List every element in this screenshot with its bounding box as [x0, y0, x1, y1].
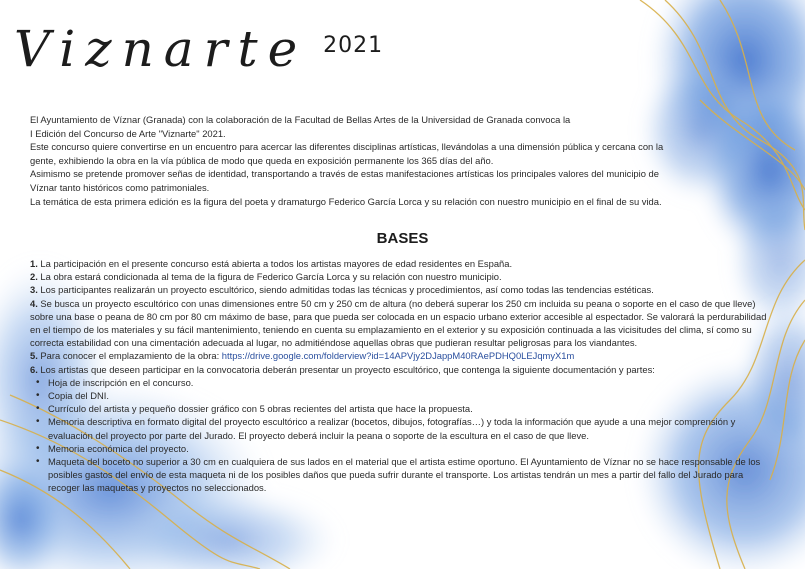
intro-text — [30, 113, 770, 208]
rule-number: 6. — [30, 363, 38, 375]
rule-number: 1. — [30, 258, 38, 269]
intro-line: El Ayuntamiento de Víznar (Granada) con la colaboración de la Facultad de Bellas Artes de la Universidad de Granada convoca la — [30, 114, 571, 125]
poster-title — [14, 8, 384, 78]
rule-item — [30, 349, 775, 362]
intro-line: La temática de esta primera edición es la figura del poeta y dramaturgo Federico García Lorca y su relación con nuestro municipio en el final de su vida. — [30, 195, 662, 207]
documents-list — [30, 376, 775, 495]
document-item: • Maqueta del boceto no superior a 30 cm en cualquiera de sus lados en el material que el artista estime oportuno. El Ayuntamiento de Víznar no se hace responsable de los posibles gastos del envío de esta maqueta ni de los posibles daños que pueda sufrir durante el transporte. Los artistas tendrán un mes a partir del fallo del Jurado para recoger las maquetas y proyectos no seleccionados. — [48, 455, 775, 495]
rule-text: La participación en el presente concurso está abierta a todos los artistas mayores de edad residentes en España. — [37, 258, 513, 269]
rule-item — [30, 363, 775, 376]
rule-number: 2. — [30, 271, 38, 283]
bases-heading: BASES — [376, 230, 429, 247]
intro-line: gente, exhibiendo la obra en la vía pública de modo que queda en exposición permanente los 365 días del año. — [30, 154, 494, 166]
rules-list — [30, 257, 775, 495]
document-item: • Memoria económica del proyecto. — [48, 442, 775, 455]
document-item: • Copia del DNI. — [48, 389, 775, 402]
intro-line: Este concurso quiere convertirse en un encuentro para acercar las diferentes disciplinas artísticas, llevándolas a una dimensión pública y cercana con la — [30, 141, 664, 153]
rule-text: Para conocer el emplazamiento de la obra: — [37, 350, 222, 362]
title-year: 2021 — [323, 33, 384, 58]
rule-item — [30, 297, 775, 350]
intro-line: Asimismo se pretende promover señas de identidad, transportando a través de estas manifestaciones artísticas los principales valores del municipio de — [30, 168, 659, 180]
title-script: Viznarte — [14, 20, 308, 78]
location-link[interactable]: https://drive.google.com/folderview?id=14APVjy2DJappM40RAePDHQ0LEJqmyX1m — [221, 350, 575, 362]
rule-number: 4. — [30, 297, 38, 309]
intro-line: I Edición del Concurso de Arte "Viznarte" 2021. — [30, 127, 226, 139]
rule-item — [30, 270, 775, 283]
document-item: • Currículo del artista y pequeño dossier gráfico con 5 obras recientes del artista que hace la propuesta. — [48, 402, 775, 415]
document-item: • Hoja de inscripción en el concurso. — [48, 376, 775, 389]
rule-text: Los participantes realizarán un proyecto escultórico, siendo admitidas todas las técnicas y procedimientos, así como todas las tendencias estéticas. — [37, 284, 654, 296]
rule-text: Se busca un proyecto escultórico con unas dimensiones entre 50 cm y 250 cm de altura (no deberá superar los 250 cm incluida su peana o soporte en el caso de que lleve) sobre una base o peana de 80 cm por 80 cm máximo de base, para que pueda ser colocada en un espacio urbano exterior accesible al espectador. Se valorará la perdurabilidad en el tiempo de los materiales y su fácil mantenimiento, teniendo en cuenta su emplazamiento en el exterior y su exposición continuada a las vicisitudes del clima, sí como su correcta estabilidad con una cimentación adecuada al lugar, no admitiéndose aquellas obras que pudieran resultar peligrosas para los viandantes. — [30, 297, 767, 349]
rule-number: 3. — [30, 284, 38, 296]
rule-text: La obra estará condicionada al tema de la figura de Federico García Lorca y su relación con nuestro municipio. — [37, 271, 502, 283]
rule-item — [30, 257, 775, 270]
rule-item — [30, 283, 775, 296]
rule-number: 5. — [30, 350, 38, 362]
rule-text: Los artistas que deseen participar en la convocatoria deberán presentar un proyecto escultórico, que contenga la siguiente documentación y partes: — [37, 363, 655, 375]
document-item: • Memoria descriptiva en formato digital del proyecto escultórico a realizar (bocetos, dibujos, fotografías…) y toda la información que ayude a una mejor comprensión y evaluación del proyecto por parte del Jurado. El proyecto deberá incluir la peana o soporte de la escultura en el caso de que lleve. — [48, 415, 775, 441]
intro-line: Víznar tanto históricos como patrimoniales. — [30, 181, 210, 193]
